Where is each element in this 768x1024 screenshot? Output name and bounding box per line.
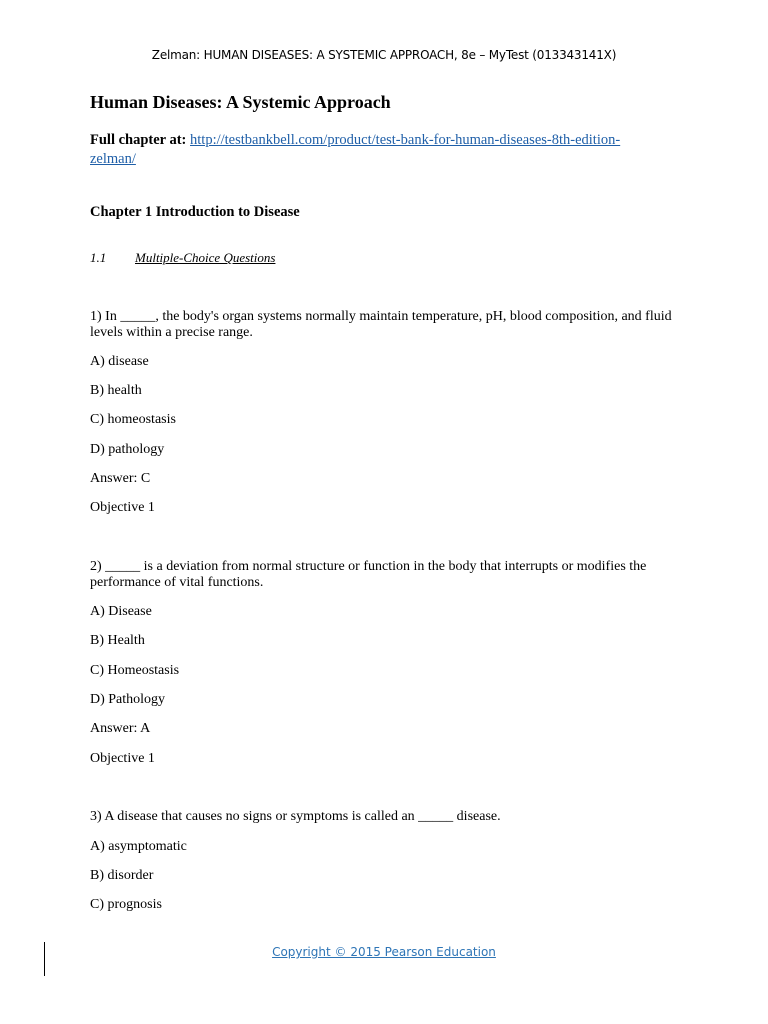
page-header: Zelman: HUMAN DISEASES: A SYSTEMIC APPROACH, 8e – MyTest (013343141X) — [151, 48, 617, 62]
full-chapter-link-part2: zelman/ — [90, 151, 136, 167]
question-2-option-b: B) Health — [90, 633, 145, 648]
full-chapter-link-part1: http://testbankbell.com/product/test-bank-for-human-diseases-8th-edition- — [190, 132, 621, 148]
question-2-objective: Objective 1 — [90, 751, 155, 766]
document-title: Human Diseases: A Systemic Approach — [90, 92, 391, 112]
chapter-heading: Chapter 1 Introduction to Disease — [90, 204, 300, 220]
section-number: 1.1 — [90, 250, 107, 265]
question-1-answer: Answer: C — [90, 471, 151, 486]
question-1-option-d: D) pathology — [90, 442, 165, 457]
question-1-option-a: A) disease — [90, 354, 149, 369]
question-2-option-c: C) Homeostasis — [90, 663, 180, 678]
question-1-option-b: B) health — [90, 383, 142, 398]
full-chapter-line — [90, 131, 680, 169]
full-chapter-label: Full chapter at: — [90, 132, 187, 148]
question-3-option-a: A) asymptomatic — [90, 839, 187, 854]
question-3-option-c: C) prognosis — [90, 897, 162, 912]
section-title: Multiple-Choice Questions — [135, 250, 276, 265]
question-1-stem-line1: 1) In _____, the body's organ systems normally maintain temperature, pH, blood composition, and fluid — [90, 309, 672, 324]
question-1-stem-line2: levels within a precise range. — [90, 325, 253, 340]
section-heading — [90, 250, 275, 266]
question-2-stem-line2: performance of vital functions. — [90, 575, 264, 590]
question-2-option-d: D) Pathology — [90, 692, 166, 707]
question-3-option-b: B) disorder — [90, 868, 154, 883]
question-1-objective: Objective 1 — [90, 500, 155, 515]
question-1-option-c: C) homeostasis — [90, 412, 176, 427]
question-2-option-a: A) Disease — [90, 604, 152, 619]
footer-copyright-link[interactable]: Copyright © 2015 Pearson Education — [272, 945, 496, 959]
question-2-stem-line1: 2) _____ is a deviation from normal structure or function in the body that interrupts or modifies the — [90, 559, 647, 574]
question-3-stem-line1: 3) A disease that causes no signs or symptoms is called an _____ disease. — [90, 809, 501, 824]
question-2-answer: Answer: A — [90, 721, 151, 736]
